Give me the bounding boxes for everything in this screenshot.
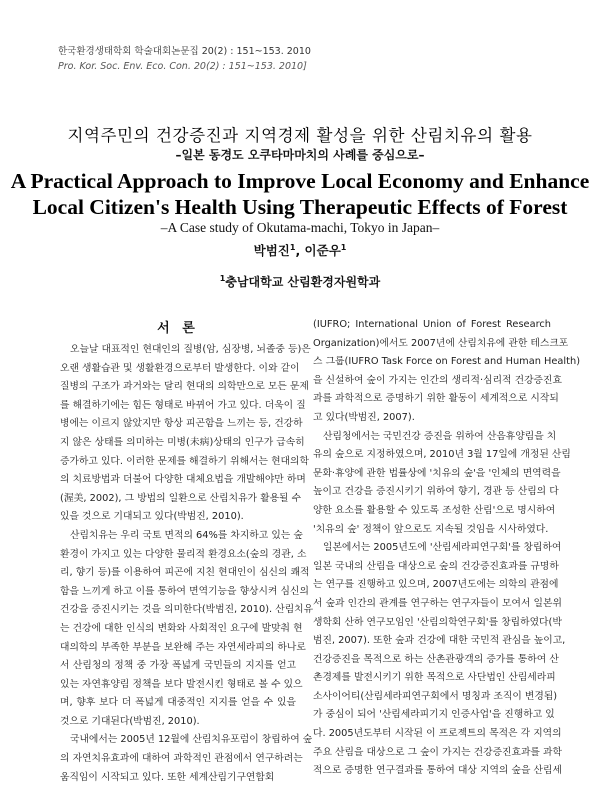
body-text-line: 있는 자연휴양림 정책을 보다 발전시킨 형태로 볼 수 있으 <box>60 678 303 690</box>
subtitle-korean: –일본 동경도 오쿠타마마치의 사례를 중심으로– <box>175 148 425 162</box>
body-text-line: 문화·휴양에 관한 법률상에 '치유의 숲'을 '인체의 면역력을 <box>313 467 561 479</box>
body-text-line: 환경이 가지고 있는 다양한 물리적 환경요소(숲의 경관, 소 <box>60 548 307 560</box>
body-text-line: 일본 국내의 산림을 대상으로 숲의 건강증진효과를 규명하 <box>313 560 559 572</box>
body-text-line: 함을 느끼게 하고 이를 통하여 면역기능을 향상시켜 심신의 <box>60 585 309 597</box>
body-text-line: 다. 2005년도부터 시작된 이 프로젝트의 목적은 각 지역의 <box>313 728 562 740</box>
body-text-line: 높이고 건강을 증진시키기 위하여 향기, 경관 등 산림의 다 <box>313 486 559 498</box>
body-text-line: 범진, 2007). 또한 숲과 건강에 대한 국민적 관심을 높이고, <box>313 635 566 647</box>
author-separator: , <box>295 243 305 258</box>
affiliation-marker: 1 <box>219 274 226 283</box>
body-text-line: Organization)에서도 2007년에 산림치유에 관한 테스크포 <box>313 337 569 349</box>
body-text-line: 는 건강에 대한 인식의 변화와 사회적인 요구에 발맞춰 현 <box>60 622 303 634</box>
title-korean: 지역주민의 건강증진과 지역경제 활성을 위한 산림치유의 활용 <box>67 126 533 145</box>
body-text-line: (IUFRO; International Union of Forest Research <box>313 319 551 330</box>
body-text-line: 며, 향후 보다 더 폭넓게 대중적인 지지를 얻을 수 있을 <box>60 697 296 709</box>
body-text-line: 일본에서는 2005년도에 '산림세라피연구회'를 창립하여 <box>323 542 562 554</box>
journal-citation-english: Pro. Kor. Soc. Env. Eco. Con. 20(2) : 151~153. 2010] <box>58 61 307 72</box>
body-text-line: 건강증진을 목적으로 하는 산촌관광객의 증가를 통하여 산 <box>313 653 559 665</box>
body-text-line: 는 연구를 진행하고 있으며, 2007년도에는 의학의 관점에 <box>313 579 559 591</box>
subtitle-english: –A Case study of Okutama-machi, Tokyo in Japan– <box>160 220 440 235</box>
body-text-line: 적으로 증명한 연구결과를 통하여 대상 지역의 숲을 산림세 <box>313 765 562 777</box>
body-text-line: 움직임이 시작되고 있다. 또한 세계산림기구연합회 <box>60 771 275 783</box>
body-text-line: 촌경제를 발전시키기 위한 목적으로 사단법인 산림세라피 <box>313 672 556 684</box>
body-text-line: 질병의 구조가 과거와는 달리 현대의 의학만으로 모든 문제 <box>60 381 309 393</box>
body-text-line: 주요 산림을 대상으로 그 숲이 가지는 건강증진효과를 과학 <box>313 746 562 758</box>
body-text-line: 의 자연치유효과에 대하여 과학적인 관점에서 연구하려는 <box>60 753 303 765</box>
title-english-line-2: Local Citizen's Health Using Therapeutic Effects of Forest <box>32 195 568 219</box>
author-affiliation-marker: 1 <box>340 242 347 252</box>
body-text-line: 소사이어티(산림세라피연구회에서 명칭과 조직이 변경됨) <box>313 690 558 702</box>
affiliation <box>0 273 600 290</box>
affiliation-text: 충남대학교 산림환경자원학과 <box>225 275 381 289</box>
section-heading-introduction: 서 론 <box>157 321 199 336</box>
body-text-line: 산림치유는 우리 국토 면적의 64%를 차지하고 있는 숲 <box>70 529 303 541</box>
body-text-line: 의 치료방법과 더불어 다양한 대체요법을 개발해야만 하며 <box>60 474 306 486</box>
body-text-line: (渥美, 2002), 그 방법의 일환으로 산림치유가 활용될 수 <box>60 492 302 504</box>
body-text-line: 을 신설하여 숲이 가지는 인간의 생리적·심리적 건강증진효 <box>313 374 562 386</box>
body-text-line: 양한 요소를 활용할 수 있도록 조성한 산림'으로 명시하여 <box>313 504 556 516</box>
journal-header <box>58 44 311 74</box>
author-list <box>0 241 600 259</box>
body-text-line: 서 숲과 인간의 관계를 연구하는 연구자들이 모여서 일본위 <box>313 597 562 609</box>
body-text-line: 과를 과학적으로 증명하기 위한 활동이 세계적으로 시작되 <box>313 393 559 405</box>
body-text-line: 산림청에서는 국민건강 증진을 위하여 산음휴양림을 치 <box>323 430 557 442</box>
body-text-line: 리, 향기 등)를 이용하여 피곤에 지친 현대인이 심신의 쾌적 <box>60 567 310 579</box>
author-affiliation-marker: 1 <box>289 242 296 252</box>
body-column-right <box>313 316 581 781</box>
body-text-line: 유의 숲으로 지정하였으며, 2010년 3월 17일에 개정된 산림 <box>313 449 571 461</box>
body-text-line: 생학회 산하 연구모임인 '산림의학연구회'를 창립하였다(박 <box>313 616 562 628</box>
body-text-line: 것으로 기대된다(박범진, 2010). <box>60 715 200 727</box>
body-text-line: 국내에서는 2005년 12월에 산림치유포럼이 창립하여 숲 <box>70 734 313 746</box>
body-text-line: 가 중심이 되어 '산림세라피기지 인증사업'을 진행하고 있 <box>313 709 555 721</box>
body-text-line: 있을 것으로 기대되고 있다(박범진, 2010). <box>60 511 244 523</box>
body-text-line: 건강을 증진시키는 것을 의미한다(박범진, 2010). 산림치유 <box>60 604 314 616</box>
body-text-line: 오늘날 대표적인 현대인의 질병(암, 심장병, 뇌졸중 등)은 <box>70 344 311 355</box>
body-column-left <box>60 341 314 787</box>
body-text-line: 고 있다(박범진, 2007). <box>313 411 415 423</box>
body-text-line: 증가하고 있다. 이러한 문제를 해결하기 위해서는 현대의학 <box>60 455 309 467</box>
body-text-line: 대의학의 부족한 부분을 보완해 주는 자연세라피의 하나로 <box>60 641 306 653</box>
body-text-line: 병에는 이르지 않았지만 항상 피곤함을 느끼는 등, 건강하 <box>60 418 303 430</box>
title-english <box>0 168 600 220</box>
body-text-line: 서 산림청의 정책 중 가장 폭넓게 국민들의 지지를 얻고 <box>60 660 296 672</box>
author-name: 이준우 <box>304 243 341 258</box>
title-english-line-1: A Practical Approach to Improve Local Economy and Enhance <box>10 169 590 193</box>
body-text-line: '치유의 숲' 정책이 앞으로도 지속될 것임을 시사하였다. <box>313 523 549 535</box>
journal-citation-korean: 한국환경생태학회 학술대회논문집 20(2) : 151~153. 2010 <box>58 46 311 57</box>
body-text-line: 스 그룹(IUFRO Task Force on Forest and Human Health) <box>313 356 581 368</box>
body-text-line: 지 않은 상태를 의미하는 미병(未病)상태의 인구가 급속히 <box>60 436 305 448</box>
body-text-line: 를 해결하기에는 힘든 형태로 바뀌어 가고 있다. 더욱이 질 <box>60 399 306 411</box>
body-text-line: 오랜 생활습관 및 생활환경으로부터 발생한다. 이와 같이 <box>60 362 300 374</box>
author-name: 박범진 <box>253 243 290 258</box>
